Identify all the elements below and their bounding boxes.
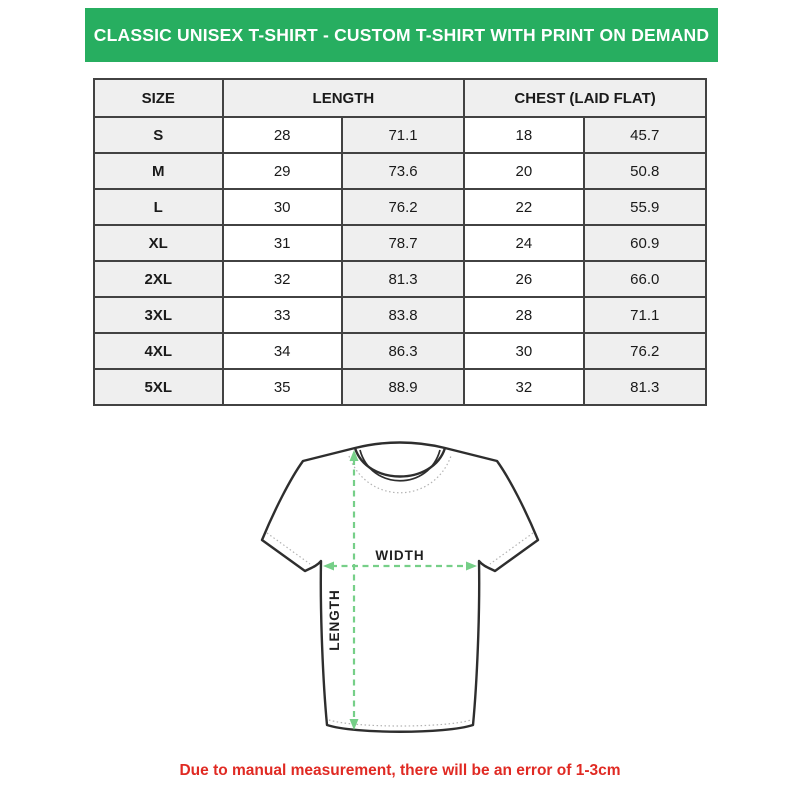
table-row: [94, 153, 706, 189]
chest-cm-cell: 45.7: [584, 117, 706, 153]
length-cm-cell: 83.8: [342, 297, 464, 333]
chest-cm-cell: 66.0: [584, 261, 706, 297]
table-row: [94, 225, 706, 261]
size-cell: L: [94, 189, 223, 225]
length-in-cell: 32: [223, 261, 342, 297]
chest-header: CHEST (LAID FLAT): [464, 79, 706, 117]
table-row: [94, 297, 706, 333]
chest-cm-cell: 50.8: [584, 153, 706, 189]
length-in-cell: 34: [223, 333, 342, 369]
chest-cm-cell: 76.2: [584, 333, 706, 369]
chest-in-cell: 28: [464, 297, 583, 333]
size-cell: 2XL: [94, 261, 223, 297]
measurement-note: Due to manual measurement, there will be an error of 1-3cm: [179, 762, 621, 779]
chest-cm-cell: 81.3: [584, 369, 706, 405]
size-cell: 3XL: [94, 297, 223, 333]
length-in-cell: 33: [223, 297, 342, 333]
length-in-cell: 29: [223, 153, 342, 189]
tshirt-outline: [262, 443, 538, 732]
chest-cm-cell: 71.1: [584, 297, 706, 333]
length-in-cell: 35: [223, 369, 342, 405]
table-row: [94, 369, 706, 405]
width-label: WIDTH: [375, 548, 425, 563]
length-in-cell: 28: [223, 117, 342, 153]
chest-in-cell: 22: [464, 189, 583, 225]
chest-in-cell: 18: [464, 117, 583, 153]
size-chart-table: [93, 78, 707, 406]
banner-title: CLASSIC UNISEX T-SHIRT - CUSTOM T-SHIRT WITH PRINT ON DEMAND: [93, 24, 710, 45]
length-in-cell: 31: [223, 225, 342, 261]
table-row: [94, 333, 706, 369]
chest-in-cell: 30: [464, 333, 583, 369]
length-cm-cell: 71.1: [342, 117, 464, 153]
chest-cm-cell: 55.9: [584, 189, 706, 225]
chest-cm-cell: 60.9: [584, 225, 706, 261]
length-cm-cell: 88.9: [342, 369, 464, 405]
length-cm-cell: 81.3: [342, 261, 464, 297]
chest-in-cell: 24: [464, 225, 583, 261]
size-cell: 5XL: [94, 369, 223, 405]
table-row: [94, 189, 706, 225]
tshirt-diagram: [250, 433, 550, 755]
length-cm-cell: 86.3: [342, 333, 464, 369]
length-label: LENGTH: [327, 589, 342, 651]
table-header-row: [94, 79, 706, 117]
table-row: [94, 261, 706, 297]
chest-in-cell: 20: [464, 153, 583, 189]
chest-in-cell: 32: [464, 369, 583, 405]
length-in-cell: 30: [223, 189, 342, 225]
size-cell: XL: [94, 225, 223, 261]
chest-in-cell: 26: [464, 261, 583, 297]
size-cell: 4XL: [94, 333, 223, 369]
size-cell: S: [94, 117, 223, 153]
table-row: [94, 117, 706, 153]
length-cm-cell: 76.2: [342, 189, 464, 225]
size-cell: M: [94, 153, 223, 189]
size-header: SIZE: [94, 79, 223, 117]
length-cm-cell: 78.7: [342, 225, 464, 261]
length-cm-cell: 73.6: [342, 153, 464, 189]
title-banner: [85, 8, 718, 62]
length-header: LENGTH: [223, 79, 465, 117]
